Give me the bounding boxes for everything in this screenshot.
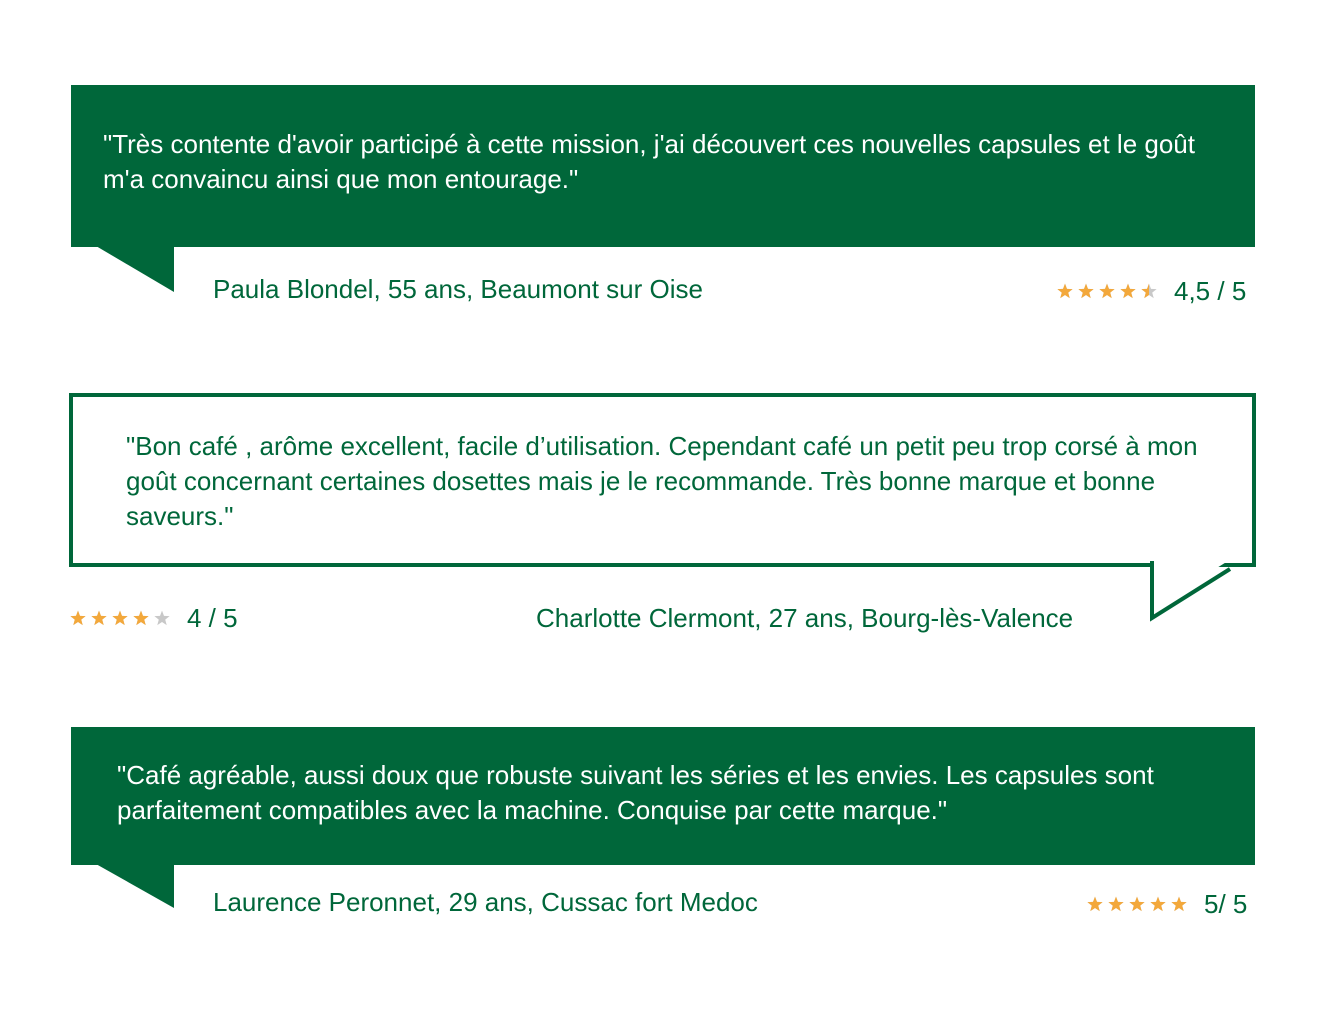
review-3-rating [1087,888,1247,920]
review-3-quote-text: "Café agréable, aussi doux que robuste suivant les séries et les envies. Les capsules sont parfaitement compatibles avec la machine. Conquise par cette marque." [117,760,1154,825]
star-icon [133,610,149,626]
star-icon [1078,283,1094,299]
star-icon [154,610,170,626]
review-2-quote-text: "Bon café , arôme excellent, facile d’utilisation. Cependant café un petit peu trop corsé à mon goût concernant certaines dosettes mais je le recommande. Très bonne marque et bonne saveurs." [126,431,1198,531]
review-2-stars [70,610,175,626]
star-icon [1087,896,1103,912]
star-icon [1129,896,1145,912]
star-icon [91,610,107,626]
review-1-quote-text: "Très contente d'avoir participé à cette mission, j'ai découvert ces nouvelles capsules et le goût m'a convaincu ainsi que mon entourage." [103,129,1195,194]
star-icon [1141,283,1157,299]
star-icon [1099,283,1115,299]
star-icon [70,610,86,626]
star-icon [1120,283,1136,299]
star-icon [1150,896,1166,912]
review-3-stars [1087,896,1192,912]
review-3-quote-bubble [71,727,1255,865]
review-2-rating [70,602,238,634]
review-1-author: Paula Blondel, 55 ans, Beaumont sur Oise [213,274,703,304]
review-1-rating-label: 4,5 / 5 [1174,275,1247,306]
star-icon [1171,896,1187,912]
review-3-rating-label: 5/ 5 [1204,888,1248,919]
star-icon [112,610,128,626]
review-2-quote-bubble [69,393,1256,567]
review-3-author: Laurence Peronnet, 29 ans, Cussac fort Medoc [213,887,758,917]
review-1-quote-bubble [71,85,1255,247]
star-icon [1057,283,1073,299]
review-3-bubble-tail [96,864,176,910]
review-2-bubble-tail [1150,561,1256,623]
review-2-author: Charlotte Clermont, 27 ans, Bourg-lès-Valence [536,603,1074,633]
review-2-rating-label: 4 / 5 [187,602,238,633]
review-1-stars [1057,283,1162,299]
star-icon [1108,896,1124,912]
review-1-rating [1057,275,1246,307]
review-1-bubble-tail [96,246,176,294]
